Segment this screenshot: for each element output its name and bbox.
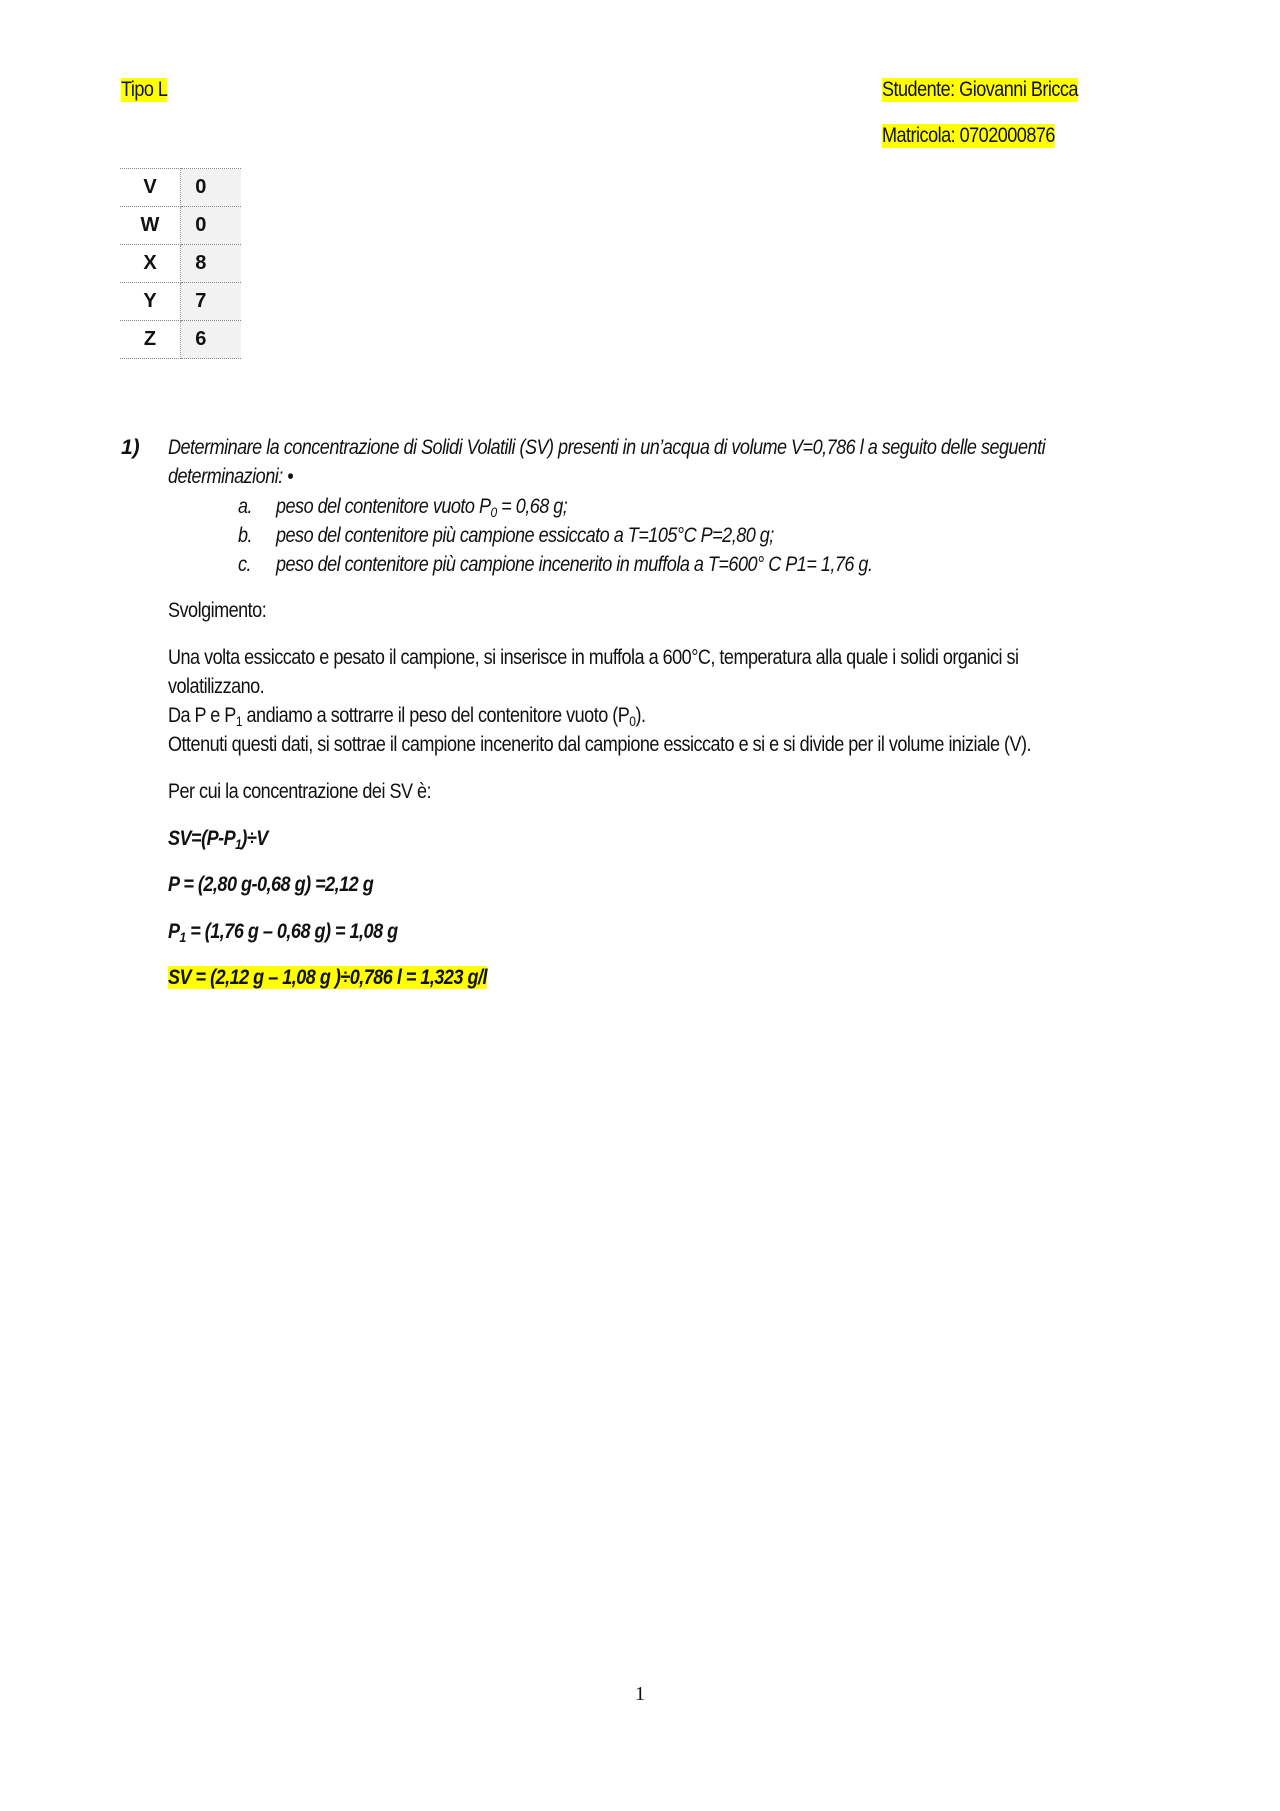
variable-value: 8 <box>181 245 241 283</box>
variable-key: V <box>120 169 181 207</box>
list-item-b: peso del contenitore più campione essiccato a T=105°C P=2,80 g; <box>276 524 774 547</box>
result-highlight: SV = (2,12 g – 1,08 g )÷0,786 l = 1,323 g/l <box>168 966 488 989</box>
table-row <box>120 169 241 207</box>
header-left <box>121 78 175 102</box>
solution-paragraph-2: Da P e $P_1$ andiamo a sottrarre il peso del contenitore vuoto $(P_0)$. <box>168 704 646 729</box>
variable-value: 0 <box>181 207 241 245</box>
matricola-block <box>882 124 1083 148</box>
variable-value: 6 <box>181 321 241 359</box>
solution-heading: Svolgimento: <box>168 599 267 622</box>
student-name: Studente: Giovanni Bricca <box>882 78 1078 101</box>
solution-paragraph-1-line1: Una volta essiccato e pesato il campione, si inserisce in muffola a 600°C, temperatura alla quale i solidi organici si <box>168 646 1019 669</box>
variable-key: Y <box>120 283 181 321</box>
tipo-label: Tipo L <box>121 78 168 101</box>
solution-paragraph-1-line2: volatilizzano. <box>168 675 265 698</box>
question-number: 1) <box>121 436 140 459</box>
list-marker-b: b. <box>238 524 253 547</box>
table-row <box>120 321 241 359</box>
formula-sv: $SV=(P-P_1)\div V$ <box>168 827 268 852</box>
list-marker-c: c. <box>238 553 252 576</box>
matricola: Matricola: 0702000876 <box>882 124 1055 147</box>
page-number: 1 <box>635 1683 645 1705</box>
question-text-line1: Determinare la concentrazione di Solidi Volatili (SV) presenti in un’acqua di volume V=0,786 l a seguito delle seguenti <box>168 436 1046 459</box>
solution-paragraph-4: Per cui la concentrazione dei SV è: <box>168 780 432 803</box>
table-row <box>120 283 241 321</box>
table-row <box>120 245 241 283</box>
table-row <box>120 207 241 245</box>
question-text-line2: determinazioni: • <box>168 465 294 488</box>
variables-table <box>120 168 241 359</box>
variable-key: W <box>120 207 181 245</box>
variable-value: 0 <box>181 169 241 207</box>
variable-key: Z <box>120 321 181 359</box>
list-item-c: peso del contenitore più campione incenerito in muffola a T=600° C P1= 1,76 g. <box>276 553 873 576</box>
variable-key: X <box>120 245 181 283</box>
solution-paragraph-3: Ottenuti questi dati, si sottrae il campione incenerito dal campione essiccato e si e si divide per il volume iniziale (V). <box>168 733 1032 756</box>
formula-p: P = (2,80 g-0,68 g) =2,12 g <box>168 873 374 896</box>
header-right <box>882 78 1110 102</box>
variable-value: 7 <box>181 283 241 321</box>
formula-result <box>168 966 487 990</box>
list-marker-a: a. <box>238 495 253 518</box>
formula-p1: $P_1 = (1,76$ g – 0,68 g) = 1,08 g <box>168 920 398 945</box>
list-item-a: peso del contenitore vuoto $P_0 = 0,68$ g; <box>276 495 568 520</box>
